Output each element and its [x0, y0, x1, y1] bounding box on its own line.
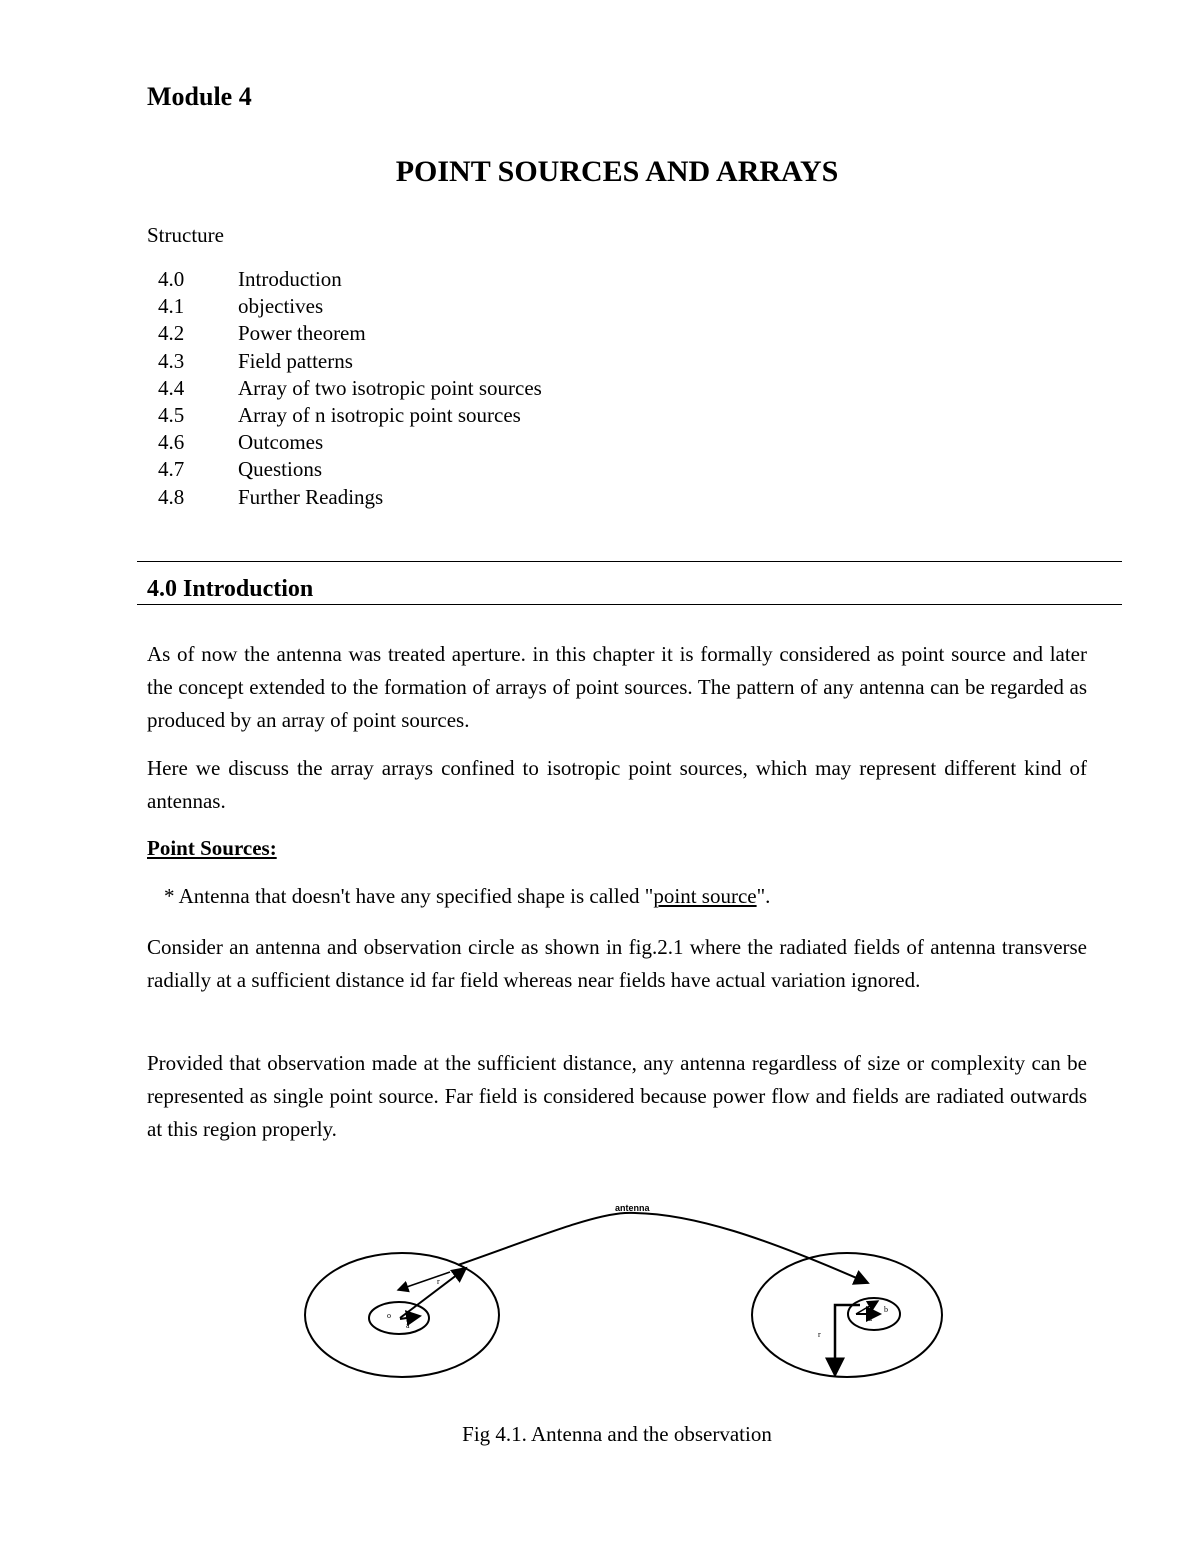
left-source-circle — [369, 1302, 429, 1334]
toc-item — [158, 429, 542, 456]
toc-number: 4.6 — [158, 430, 185, 455]
toc-item — [158, 402, 542, 429]
toc-number: 4.3 — [158, 348, 185, 373]
page-title: POINT SOURCES AND ARRAYS — [395, 155, 839, 188]
toc-text: Outcomes — [238, 430, 324, 455]
right-d-label: d — [868, 1314, 872, 1323]
right-b-label: b — [884, 1305, 888, 1314]
right-observation-circle — [752, 1253, 942, 1377]
toc-item — [158, 293, 542, 320]
toc-text: Further Readings — [238, 484, 384, 509]
intro-paragraph-4: Provided that observation made at the sufficient distance, any antenna regardless of size or complexity can be represented as single point source. Far field is considered because power flow and fields are radiated outwards at this region properly. — [147, 1051, 1087, 1141]
table-of-contents — [158, 266, 542, 511]
point-sources-heading: Point Sources: — [147, 836, 277, 860]
intro-paragraph-1: As of now the antenna was treated aperture. in this chapter it is formally considered as point source and later the concept extended to the formation of arrays of point sources. The pattern of any antenna can be regarded as produced by an array of point sources. — [147, 642, 1087, 732]
toc-number: 4.2 — [158, 321, 185, 346]
toc-number: 4.7 — [158, 457, 185, 482]
toc-item — [158, 266, 542, 293]
toc-item — [158, 348, 542, 375]
antenna-observation-figure — [290, 1195, 960, 1395]
section-title: 4.0 Introduction — [147, 576, 314, 602]
toc-text: Array of two isotropic point sources — [238, 375, 542, 400]
toc-number: 4.5 — [158, 402, 185, 427]
toc-number: 4.1 — [158, 294, 185, 319]
right-source-vector-arrow-2 — [856, 1301, 878, 1314]
toc-item — [158, 484, 542, 511]
section-rule-bottom — [137, 604, 1122, 605]
structure-label: Structure — [147, 223, 224, 247]
intro-paragraph-2: Here we discuss the array arrays confined to isotropic point sources, which may represent different kind of antennas. — [147, 756, 1087, 813]
left-a-label: a — [406, 1321, 410, 1330]
left-observation-circle — [305, 1253, 499, 1377]
antenna-curve-arrow — [458, 1213, 868, 1283]
toc-text: Introduction — [238, 267, 342, 291]
figure-caption: Fig 4.1. Antenna and the observation — [462, 1422, 772, 1446]
toc-item — [158, 320, 542, 347]
toc-text: Field patterns — [238, 348, 353, 373]
toc-item — [158, 456, 542, 483]
module-title: Module 4 — [147, 82, 252, 111]
left-r-label: r — [437, 1277, 440, 1286]
intro-paragraph-3: Consider an antenna and observation circle as shown in fig.2.1 where the radiated fields of antenna transverse radially at a sufficient distance id far field whereas near fields have actual variation ignored. — [147, 935, 1087, 992]
bullet-suffix: ". — [756, 884, 771, 908]
left-o-label: o — [387, 1311, 391, 1320]
toc-text: Array of n isotropic point sources — [238, 402, 521, 427]
left-tangent-arrow — [398, 1272, 450, 1290]
toc-number: 4.0 — [158, 267, 185, 291]
left-radius-arrow — [400, 1268, 466, 1318]
bullet-prefix: * Antenna that doesn't have any specified shape is called " — [164, 884, 654, 908]
toc-text: objectives — [238, 294, 324, 319]
toc-text: Questions — [238, 457, 322, 482]
toc-item — [158, 375, 542, 402]
antenna-label: antenna — [615, 1203, 650, 1213]
toc-text: Power theorem — [238, 321, 366, 346]
point-source-term: point source — [653, 884, 757, 908]
right-r-label: r — [818, 1330, 821, 1339]
toc-number: 4.8 — [158, 484, 185, 509]
toc-number: 4.4 — [158, 375, 185, 400]
section-rule-top — [137, 561, 1122, 562]
point-source-definition — [164, 884, 770, 909]
